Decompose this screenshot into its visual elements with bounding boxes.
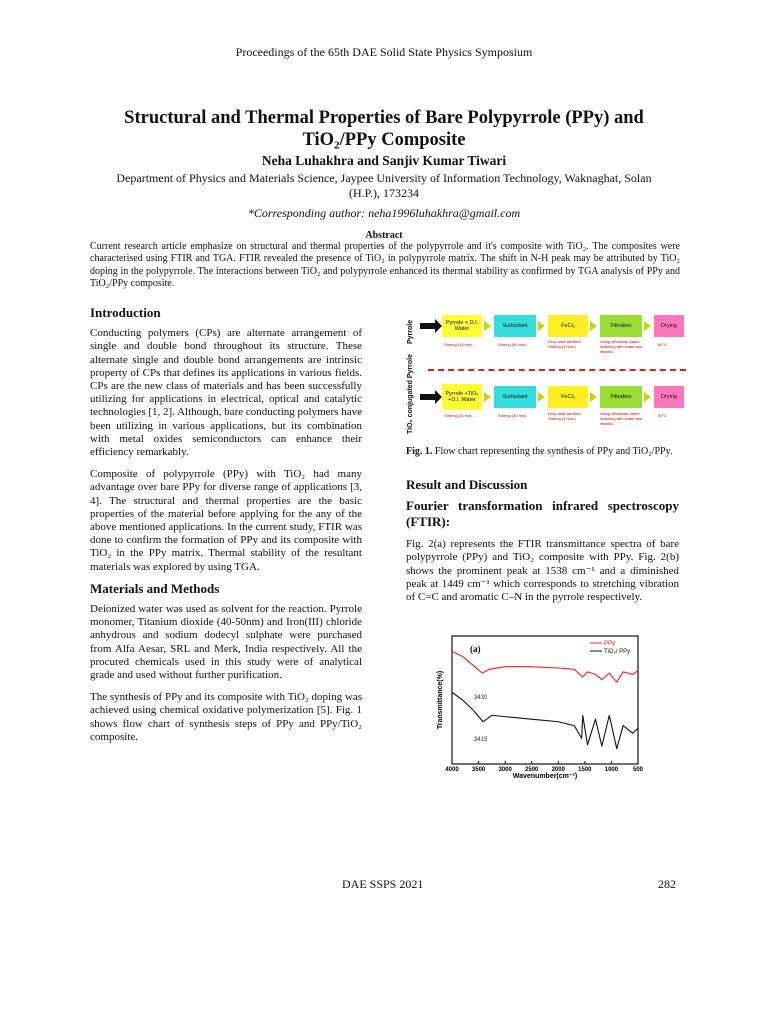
flow-note: 50°C <box>658 342 667 347</box>
legend-tio2-ppy: TiO₂/ PPy <box>604 649 631 655</box>
flow-arrow-icon <box>590 321 597 331</box>
flowchart-row2-label: TiO₂ conjugated Pyrrole <box>407 354 414 434</box>
flow-note: Using Whatman paper Washing with water and ethanol <box>600 411 643 426</box>
flow-arrow-icon <box>644 392 651 402</box>
flow-box-fecl3: FeCl₃ <box>548 386 588 408</box>
results-paragraph-1: Fig. 2(a) represents the FTIR transmittance spectra of bare polypyrrole (PPy) and TiO₂ composite with PPy. Fig. 2(b) shows the prominent peak at 1538 cm⁻¹ and a diminished peak at 1449 cm⁻¹ which corresponds to stretching vibration of C=C and aromatic C–N in the pyrrole respectively. <box>406 538 679 604</box>
flow-note: Using Whatman paper Washing with water and ethanol <box>600 339 643 354</box>
title-line-1: Structural and Thermal Properties of Bare Polypyrrole (PPy) and <box>124 108 644 128</box>
flow-box-filtration: Filtration <box>600 315 642 337</box>
x-tick-label: 3500 <box>471 767 486 773</box>
y-axis-label: Transmittance(%) <box>437 670 444 730</box>
title-line-2: TiO₂/PPy Composite <box>302 130 466 150</box>
flow-arrow-icon <box>484 321 491 331</box>
start-arrow-icon <box>420 394 436 400</box>
flow-box-filtration: Filtration <box>600 386 642 408</box>
fig1-caption <box>406 446 679 458</box>
flow-arrow-icon <box>538 392 545 402</box>
annotation-3430: 3430 <box>474 695 488 701</box>
legend-ppy: PPy <box>604 641 616 647</box>
x-tick-label: 1000 <box>604 767 619 773</box>
flow-box-drying: Drying <box>654 315 684 337</box>
annotation-3415: 3415 <box>474 737 488 743</box>
authors: Neha Luhakhra and Sanjiv Kumar Tiwari <box>261 153 507 168</box>
flow-box-drying: Drying <box>654 386 684 408</box>
flowchart-row1-label: Pyrrole <box>407 319 414 344</box>
intro-paragraph-1: Conducting polymers (CPs) are alternate arrangement of single and double bond throughout its structure. These alternate single and double bond arrangements are intrinsic property of CPs that defines its applications in various fields. CPs are the new class of materials and has been successfully utilizing for applications in electrical, optical and catalytic technologies [1, 2]. Although, bare conducting polymers have been utilizing in various applications, but its combination with metal oxides semiconductors can enhance their efficiency remarkably. <box>90 327 362 459</box>
fig1-caption-label: Fig. 1. <box>406 446 433 457</box>
flow-box-surfactant: Surfactant <box>494 386 536 408</box>
methods-paragraph-1: Deionized water was used as solvent for the reaction. Pyrrole monomer, Titanium dioxide (40-50nm) and Iron(III) chloride anhydrous and sodium dodecyl sulphate were purchased from Alfa Aesar, SRL and Merk, India respectively. All the procured chemicals used in this study were of analytical grade and used without further purification. <box>90 603 362 682</box>
flow-note: Stirring (15 min) <box>444 413 473 418</box>
right-column <box>406 446 679 604</box>
flowchart-figure <box>404 306 694 442</box>
flow-note: Stirring (30 min) <box>498 413 527 418</box>
ftir-chart <box>424 628 654 786</box>
flow-note: Stirring (15 min) <box>444 342 473 347</box>
flow-arrow-icon <box>590 392 597 402</box>
flow-arrow-icon <box>538 321 545 331</box>
flow-note: 50°C <box>658 413 667 418</box>
corresponding-author: *Corresponding author: neha1996luhakhra@gmail.com <box>247 206 521 220</box>
flow-note: Stirring (30 min) <box>498 342 527 347</box>
x-tick-label: 1500 <box>578 767 592 773</box>
flow-box-surfactant: Surfactant <box>494 315 536 337</box>
left-column <box>90 306 362 744</box>
intro-heading: Introduction <box>90 305 161 320</box>
footer-conference: DAE SSPS 2021 <box>342 877 424 891</box>
flow-note: Drop wise addition Stirring (4 hour) <box>548 339 581 349</box>
methods-paragraph-2: The synthesis of PPy and its composite with TiO₂ doping was achieved using chemical oxidative polymerization [5]. Fig. 1 shows flow chart of synthesis steps of PPy and PPy/TiO₂ composite. <box>90 691 362 743</box>
x-tick-label: 500 <box>632 767 644 773</box>
paper-title <box>60 107 708 151</box>
flow-arrow-icon <box>484 392 491 402</box>
page-number: 282 <box>658 877 676 891</box>
flow-box-fecl3: FeCl₃ <box>548 315 588 337</box>
flow-arrow-icon <box>644 321 651 331</box>
abstract-heading: Abstract <box>365 230 403 241</box>
intro-paragraph-2: Composite of polypyrrole (PPy) with TiO₂ had many advantage over bare PPy for diverse range of applications [3, 4]. The structural and thermal properties are the basic properties of the material before applying for the any of the above mentioned applications. In the current study, FTIR was done to confirm the formation of PPy and its composite with TiO₂ in the PPy matrix. Thermal stability of the resultant materials was explored by using TGA. <box>90 468 362 573</box>
x-tick-label: 2000 <box>551 767 565 773</box>
x-tick-label: 4000 <box>445 767 459 773</box>
flow-divider <box>428 369 686 371</box>
ftir-subheading: Fourier transformation infrared spectroscopy (FTIR): <box>406 498 679 530</box>
start-arrow-icon <box>420 323 436 329</box>
x-tick-label: 3000 <box>498 767 512 773</box>
x-tick-label: 2500 <box>525 767 539 773</box>
x-axis-label: Wavenumber(cm⁻¹) <box>512 773 578 780</box>
affiliation: Department of Physics and Materials Science, Jaypee University of Information Technology, Waknaghat, Solan (H.P.), 173234 <box>116 171 652 200</box>
panel-label: (a) <box>470 644 481 654</box>
flow-note: Drop wise addition Stirring (4 hour) <box>548 411 581 421</box>
results-heading: Result and Discussion <box>406 477 528 492</box>
flow-box-pyrrole-water: Pyrrole + D.I. Water <box>442 315 482 337</box>
flow-box-pyrrole-tio2-water: Pyrrole +TiO₂ +D.I. Water <box>442 384 482 410</box>
fig1-caption-text: Flow chart representing the synthesis of PPy and TiO₂/PPy. <box>432 446 673 457</box>
abstract-text: Current research article emphasize on structural and thermal properties of the polypyrrole and it's composite with TiO₂. The composites were characterised using FTIR and TGA. FTIR revealed the presence of TiO₂ in polypyrrole matrix. The shift in N-H peak may be attributed by TiO₂ doping in the polypyrrole. The interactions between TiO₂ and polypyrrole enhanced its thermal stability as confirmed by TGA analysis of PPy and TiO₂/PPy composite. <box>90 241 680 290</box>
methods-heading: Materials and Methods <box>90 580 220 596</box>
running-header: Proceedings of the 65th DAE Solid State Physics Symposium <box>235 45 533 59</box>
